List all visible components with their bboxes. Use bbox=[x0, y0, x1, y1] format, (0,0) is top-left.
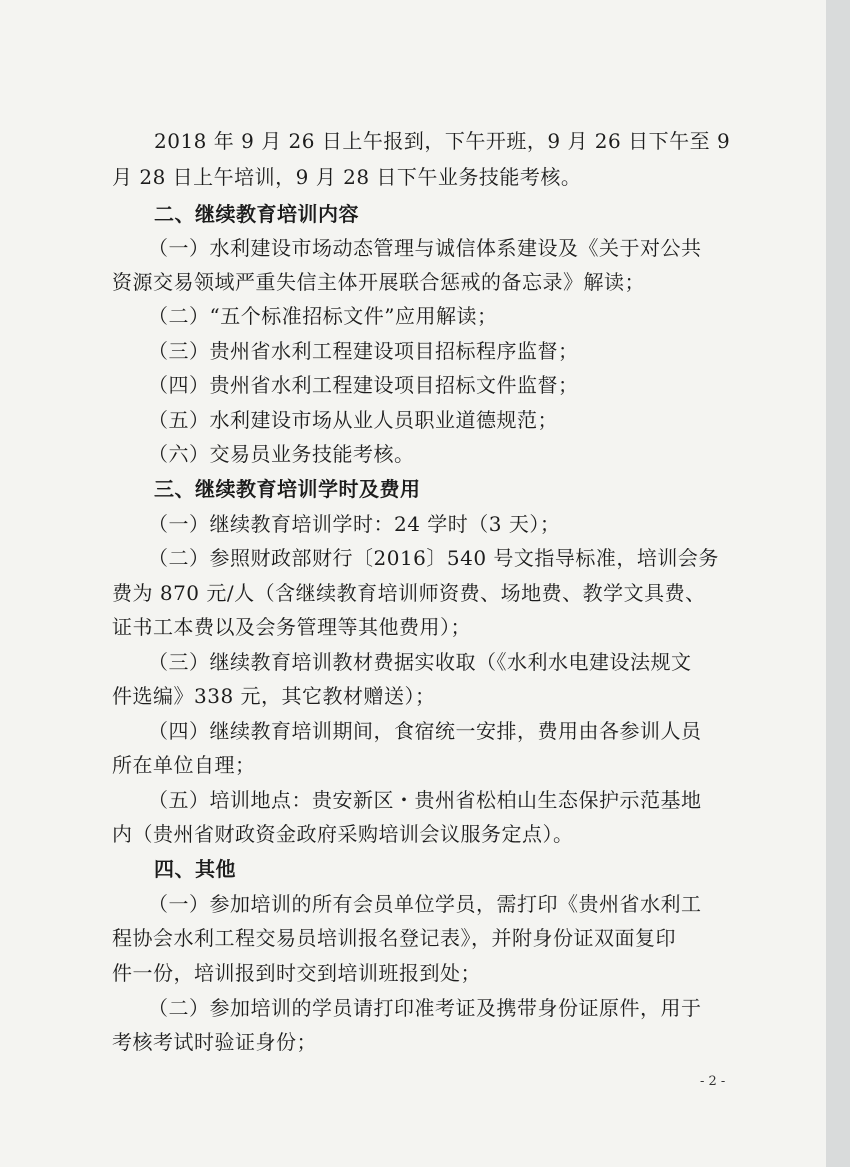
page-number: - 2 - bbox=[700, 1074, 726, 1089]
paragraph-line: 费为 870 元/人（含继续教育培训师资费、场地费、教学文具费、 bbox=[112, 581, 706, 605]
paragraph-line: （二）参加培训的学员请打印准考证及携带身份证原件，用于 bbox=[148, 996, 702, 1020]
paragraph-line: （四）贵州省水利工程建设项目招标文件监督； bbox=[148, 373, 579, 397]
paragraph-line: （四）继续教育培训期间，食宿统一安排，费用由各参训人员 bbox=[148, 719, 702, 743]
scan-edge bbox=[826, 0, 850, 1167]
paragraph-line: 考核考试时验证身份； bbox=[112, 1030, 317, 1054]
paragraph-line: （二）“五个标准招标文件”应用解读； bbox=[148, 304, 498, 328]
paragraph-line: 件选编》338 元，其它教材赠送）； bbox=[112, 684, 436, 708]
paragraph-line: （六）交易员业务技能考核。 bbox=[148, 442, 415, 466]
paragraph-line: （一）水利建设市场动态管理与诚信体系建设及《关于对公共 bbox=[148, 236, 702, 260]
paragraph-line: 内（贵州省财政资金政府采购培训会议服务定点）。 bbox=[112, 822, 574, 846]
paragraph-line: 月 28 日上午培训，9 月 28 日下午业务技能考核。 bbox=[112, 165, 582, 189]
paragraph-line: 所在单位自理； bbox=[112, 753, 256, 777]
paragraph-line: 程协会水利工程交易员培训报名登记表》，并附身份证双面复印 bbox=[112, 926, 676, 950]
paragraph-line: 件一份，培训报到时交到培训班报到处； bbox=[112, 961, 481, 985]
paragraph-line: （一）继续教育培训学时：24 学时（3 天）； bbox=[148, 512, 561, 536]
paragraph-line: （三）继续教育培训教材费据实收取（《水利水电建设法规文 bbox=[148, 650, 692, 674]
paragraph-line: （五）培训地点：贵安新区・贵州省松柏山生态保护示范基地 bbox=[148, 788, 702, 812]
paragraph-line: （二）参照财政部财行〔2016〕540 号文指导标准，培训会务 bbox=[148, 546, 719, 570]
section-heading-2: 二、继续教育培训内容 bbox=[154, 202, 359, 226]
paragraph-line: 资源交易领域严重失信主体开展联合惩戒的备忘录》解读； bbox=[112, 270, 645, 294]
paragraph-line: （三）贵州省水利工程建设项目招标程序监督； bbox=[148, 339, 579, 363]
paragraph-line: 2018 年 9 月 26 日上午报到，下午开班，9 月 26 日下午至 9 bbox=[154, 129, 731, 153]
paragraph-line: 证书工本费以及会务管理等其他费用）； bbox=[112, 615, 471, 639]
section-heading-4: 四、其他 bbox=[154, 857, 236, 881]
paragraph-line: （一）参加培训的所有会员单位学员，需打印《贵州省水利工 bbox=[148, 892, 702, 916]
section-heading-3: 三、继续教育培训学时及费用 bbox=[154, 477, 421, 501]
paragraph-line: （五）水利建设市场从业人员职业道德规范； bbox=[148, 408, 558, 432]
